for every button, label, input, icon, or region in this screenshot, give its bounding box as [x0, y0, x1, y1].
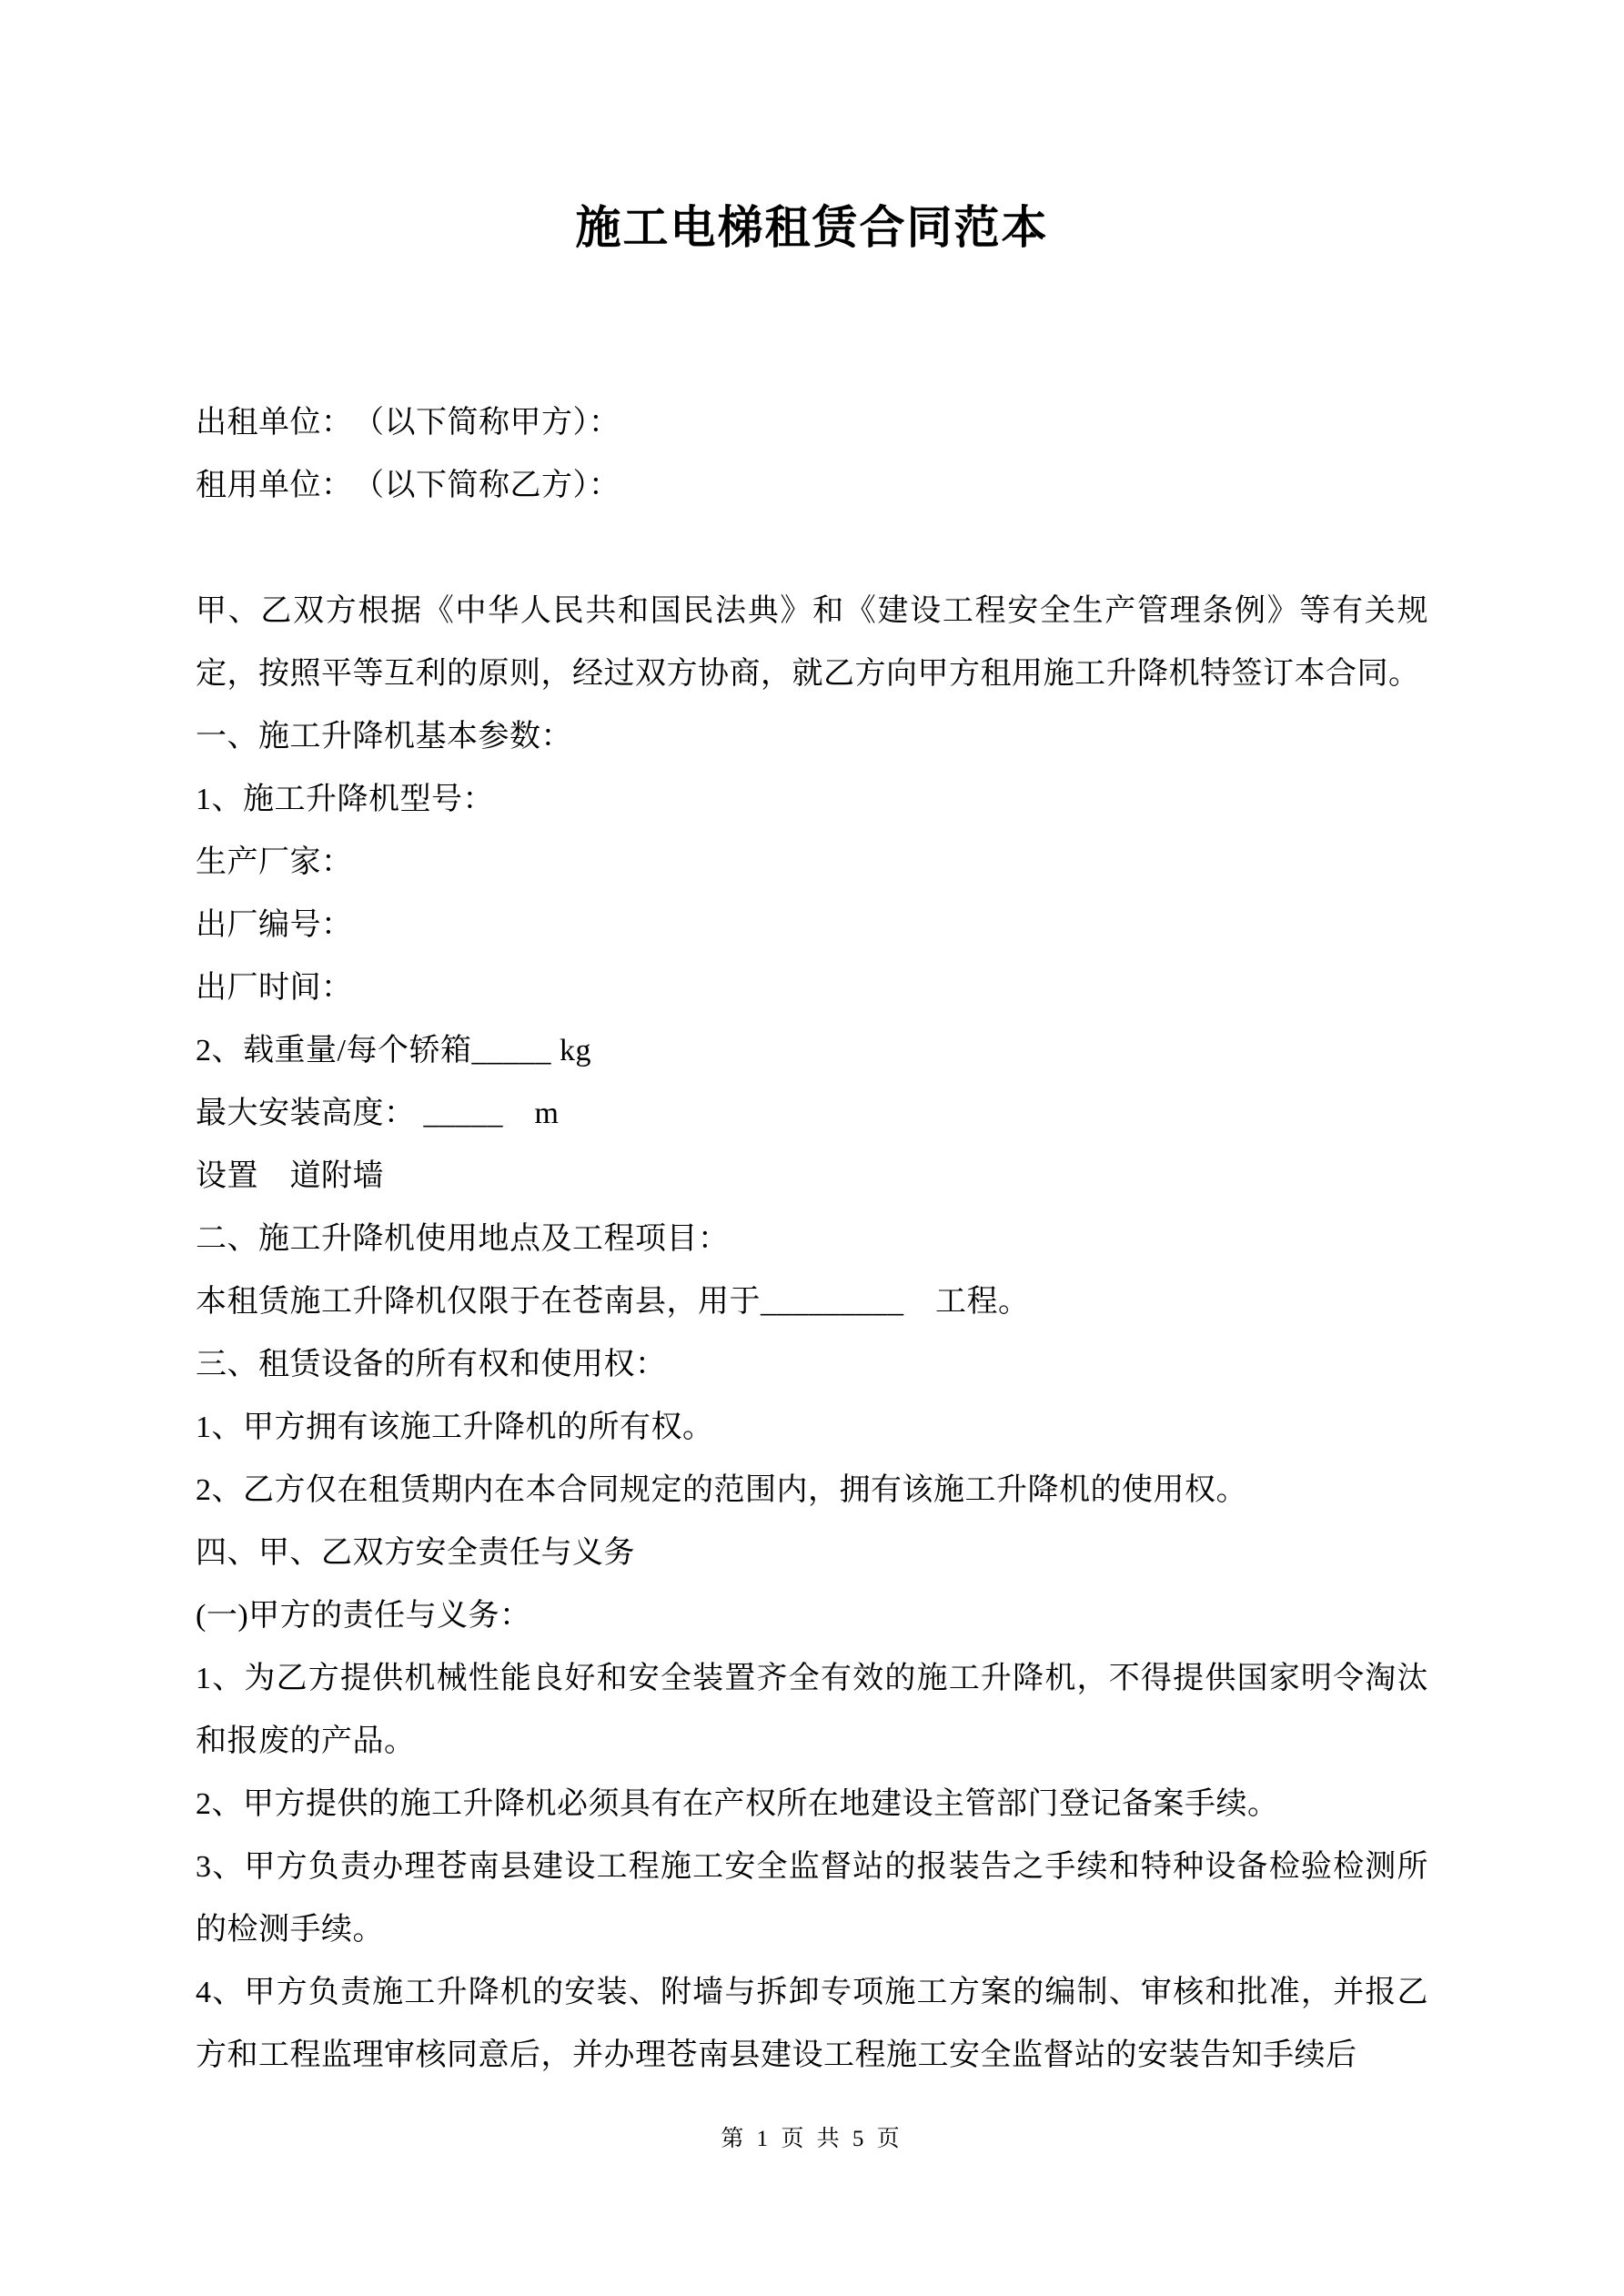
- contract-line-usage-location: 本租赁施工升降机仅限于在苍南县，用于_________ 工程。: [196, 1285, 1030, 1319]
- contract-clause-a3: 3、甲方负责办理苍南县建设工程施工安全监督站的报装告之手续和特种设备检验检测所的检测手续。: [196, 1850, 1428, 1947]
- contract-line-wall-ties: 设置 道附墙: [196, 1159, 384, 1193]
- contract-line-max-height: 最大安装高度： _____ m: [196, 1097, 560, 1130]
- contract-subsection-party-a-heading: (一)甲方的责任与义务：: [196, 1599, 531, 1633]
- contract-line-load-capacity: 2、载重量/每个轿箱_____ kg: [196, 1034, 591, 1067]
- contract-body: [196, 391, 1428, 2087]
- contract-line-blank: [196, 517, 1428, 580]
- contract-line-manufacture-date: 出厂时间：: [196, 971, 353, 1005]
- contract-line-lessee: 租用单位： （以下简称乙方）：: [196, 469, 620, 502]
- page-number: 第 1 页 共 5 页: [721, 2127, 903, 2151]
- contract-line-lessor: 出租单位： （以下简称甲方）：: [196, 406, 620, 440]
- contract-clause-a2: 2、甲方提供的施工升降机必须具有在产权所在地建设主管部门登记备案手续。: [196, 1787, 1279, 1821]
- contract-section-3-heading: 三、租赁设备的所有权和使用权：: [196, 1348, 667, 1381]
- contract-clause-a4: 4、甲方负责施工升降机的安装、附墙与拆卸专项施工方案的编制、审核和批准，并报乙方和工程监理审核同意后，并办理苍南县建设工程施工安全监督站的安装告知手续后: [196, 1976, 1428, 2072]
- contract-section-2-heading: 二、施工升降机使用地点及工程项目：: [196, 1222, 730, 1256]
- contract-line-manufacturer: 生产厂家：: [196, 845, 353, 879]
- contract-section-1-heading: 一、施工升降机基本参数：: [196, 720, 572, 754]
- contract-clause-a1: 1、为乙方提供机械性能良好和安全装置齐全有效的施工升降机，不得提供国家明令淘汰和报废的产品。: [196, 1662, 1428, 1758]
- contract-line-usage-right: 2、乙方仅在租赁期内在本合同规定的范围内，拥有该施工升降机的使用权。: [196, 1473, 1247, 1507]
- contract-section-4-heading: 四、甲、乙双方安全责任与义务: [196, 1536, 635, 1570]
- contract-line-ownership: 1、甲方拥有该施工升降机的所有权。: [196, 1411, 714, 1444]
- contract-line-serial-number: 出厂编号：: [196, 908, 353, 942]
- page-title: 施工电梯租赁合同范本: [575, 202, 1049, 253]
- contract-line-model: 1、施工升降机型号：: [196, 783, 494, 816]
- contract-preamble: 甲、乙双方根据《中华人民共和国民法典》和《建设工程安全生产管理条例》等有关规定，按照平等互利的原则，经过双方协商，就乙方向甲方租用施工升降机特签订本合同。: [196, 594, 1428, 691]
